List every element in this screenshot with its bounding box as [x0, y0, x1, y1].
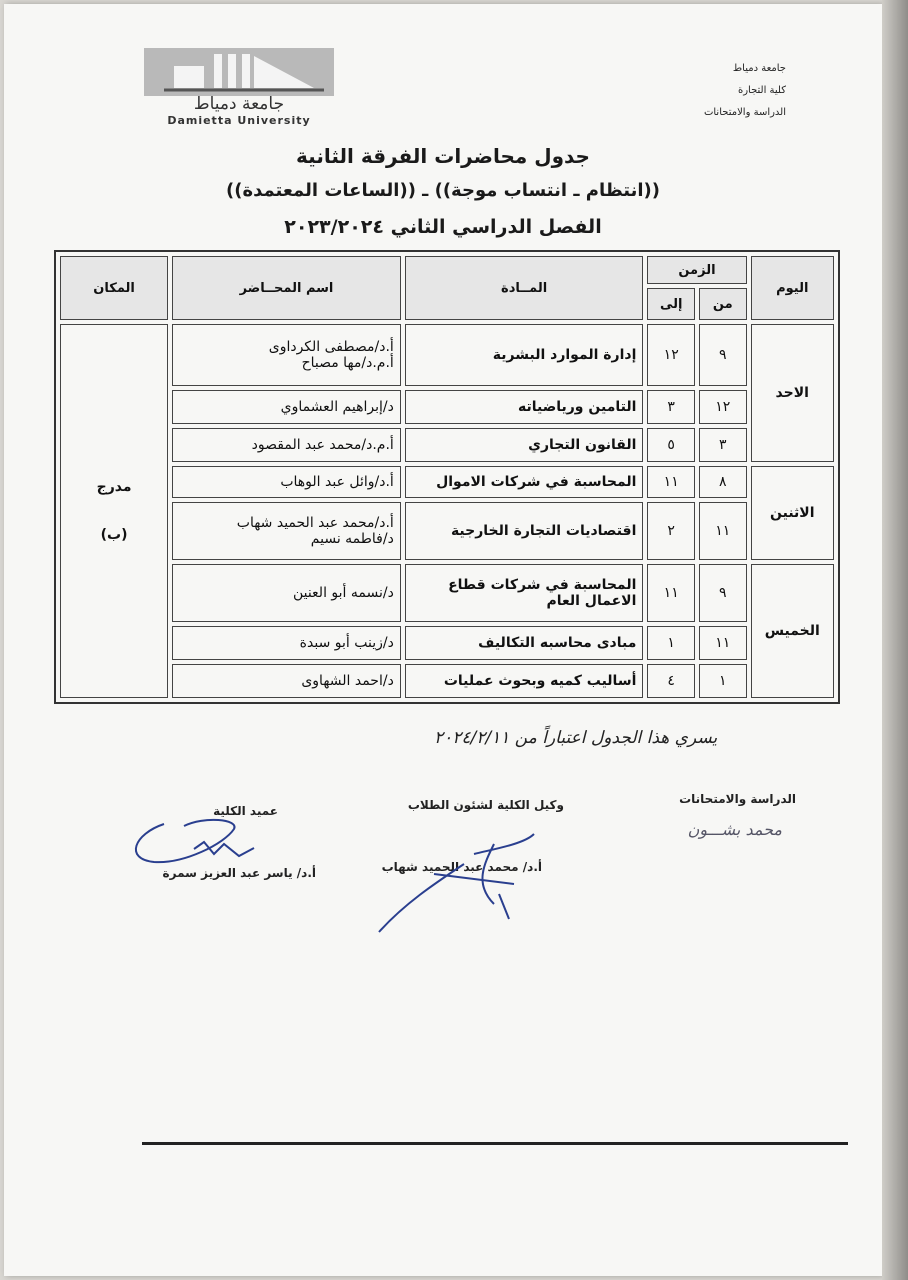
header-line: جامعة دمياط — [732, 63, 786, 74]
header-place: المكان — [60, 256, 168, 320]
lecturer-cell — [172, 564, 401, 622]
time-to: ٣ — [647, 390, 695, 424]
table-row — [60, 502, 834, 560]
subject-cell: أساليب كميه وبحوث عمليات — [405, 664, 644, 698]
logo-arabic-text: جامعة دمياط — [193, 94, 285, 114]
place-cell — [60, 324, 168, 698]
subject-cell: مبادى محاسبه التكاليف — [405, 626, 644, 660]
time-to: ١ — [647, 626, 695, 660]
header-subject: المــادة — [405, 256, 644, 320]
bottom-divider — [142, 1142, 848, 1145]
university-logo — [144, 48, 334, 127]
logo-english-text: Damietta University — [167, 114, 311, 127]
lecturer-name: د/فاطمه نسيم — [310, 531, 394, 547]
time-from: ١ — [699, 664, 747, 698]
exams-dept-signature: محمد بشـــون — [687, 820, 782, 839]
lecturer-cell — [172, 324, 401, 386]
header-line: الدراسة والامتحانات — [703, 107, 786, 118]
time-from: ٨ — [699, 466, 747, 498]
time-from: ٩ — [699, 564, 747, 622]
header-to: إلى — [647, 288, 695, 320]
table-header-row — [60, 256, 834, 284]
logo-graphic — [144, 48, 334, 96]
vice-dean-title: وكيل الكلية لشئون الطلاب — [407, 798, 564, 812]
schedule-subtitle: ((انتظام ـ انتساب موجة)) ـ ((الساعات المعتمدة)) — [226, 180, 660, 201]
day-cell: الخميس — [751, 564, 834, 698]
page-edge-shadow — [882, 0, 908, 1280]
lecturer-cell — [172, 502, 401, 560]
header-time: الزمن — [647, 256, 746, 284]
header-from: من — [699, 288, 747, 320]
place-hall: (ب) — [100, 527, 128, 543]
time-to: ١١ — [647, 564, 695, 622]
lecturer-name: د/إبراهيم العشماوي — [280, 399, 394, 415]
table-row — [60, 564, 834, 622]
table-row — [60, 626, 834, 660]
institution-header — [704, 58, 786, 124]
table-row — [60, 466, 834, 498]
lecturer-name: د/احمد الشهاوى — [301, 673, 394, 689]
subject-cell: إدارة الموارد البشرية — [405, 324, 644, 386]
subject-cell: المحاسبة في شركات قطاع الاعمال العام — [405, 564, 644, 622]
table-row — [60, 324, 834, 386]
lecturer-cell — [172, 626, 401, 660]
effective-date-note: يسري هذا الجدول اعتباراً من ٢٠٢٤/٢/١١ — [434, 728, 718, 748]
table-row — [60, 390, 834, 424]
exams-dept-title: الدراسة والامتحانات — [679, 792, 796, 806]
subject-cell: المحاسبة في شركات الاموال — [405, 466, 644, 498]
lecturer-name: أ.م.د/مها مصباح — [301, 355, 394, 371]
document-page — [4, 4, 882, 1276]
subject-cell: القانون التجاري — [405, 428, 644, 462]
day-cell: الاثنين — [751, 466, 834, 560]
day-cell: الاحد — [751, 324, 834, 462]
dean-name: أ.د/ ياسر عبد العزيز سمرة — [162, 866, 316, 880]
lecturer-cell — [172, 390, 401, 424]
lecturer-name: أ.د/مصطفى الكرداوى — [268, 339, 394, 355]
lecturer-name: أ.د/وائل عبد الوهاب — [280, 474, 394, 490]
time-from: ١٢ — [699, 390, 747, 424]
table-row — [60, 664, 834, 698]
lecturer-name: د/زينب أبو سبدة — [299, 635, 394, 651]
dean-title: عميد الكلية — [213, 804, 278, 818]
header-lecturer: اسم المحــاضر — [172, 256, 401, 320]
subject-cell: التامين ورياضياته — [405, 390, 644, 424]
lecturer-cell — [172, 428, 401, 462]
lecturer-name: أ.م.د/محمد عبد المقصود — [251, 437, 394, 453]
time-to: ٢ — [647, 502, 695, 560]
time-from: ١١ — [699, 502, 747, 560]
subject-cell: اقتصاديات التجارة الخارجية — [405, 502, 644, 560]
lecturer-cell — [172, 664, 401, 698]
time-to: ١٢ — [647, 324, 695, 386]
header-line: كلية التجارة — [737, 85, 786, 96]
time-from: ٣ — [699, 428, 747, 462]
lecturer-name: أ.د/محمد عبد الحميد شهاب — [236, 515, 394, 531]
vice-dean-signature-mark — [374, 824, 574, 944]
lecture-schedule-table — [54, 250, 840, 704]
table-row — [60, 428, 834, 462]
time-to: ٥ — [647, 428, 695, 462]
lecturer-name: د/نسمه أبو العنين — [292, 585, 394, 601]
dean-signature-mark — [124, 804, 284, 874]
semester-title: الفصل الدراسي الثاني ٢٠٢٣/٢٠٢٤ — [284, 216, 602, 238]
time-to: ١١ — [647, 466, 695, 498]
lecturer-cell — [172, 466, 401, 498]
vice-dean-name: أ.د/ محمد عبد الحميد شهاب — [381, 860, 542, 874]
header-day: اليوم — [751, 256, 834, 320]
time-to: ٤ — [647, 664, 695, 698]
schedule-title: جدول محاضرات الفرقة الثانية — [296, 144, 590, 168]
time-from: ١١ — [699, 626, 747, 660]
time-from: ٩ — [699, 324, 747, 386]
place-name: مدرج — [96, 479, 132, 495]
